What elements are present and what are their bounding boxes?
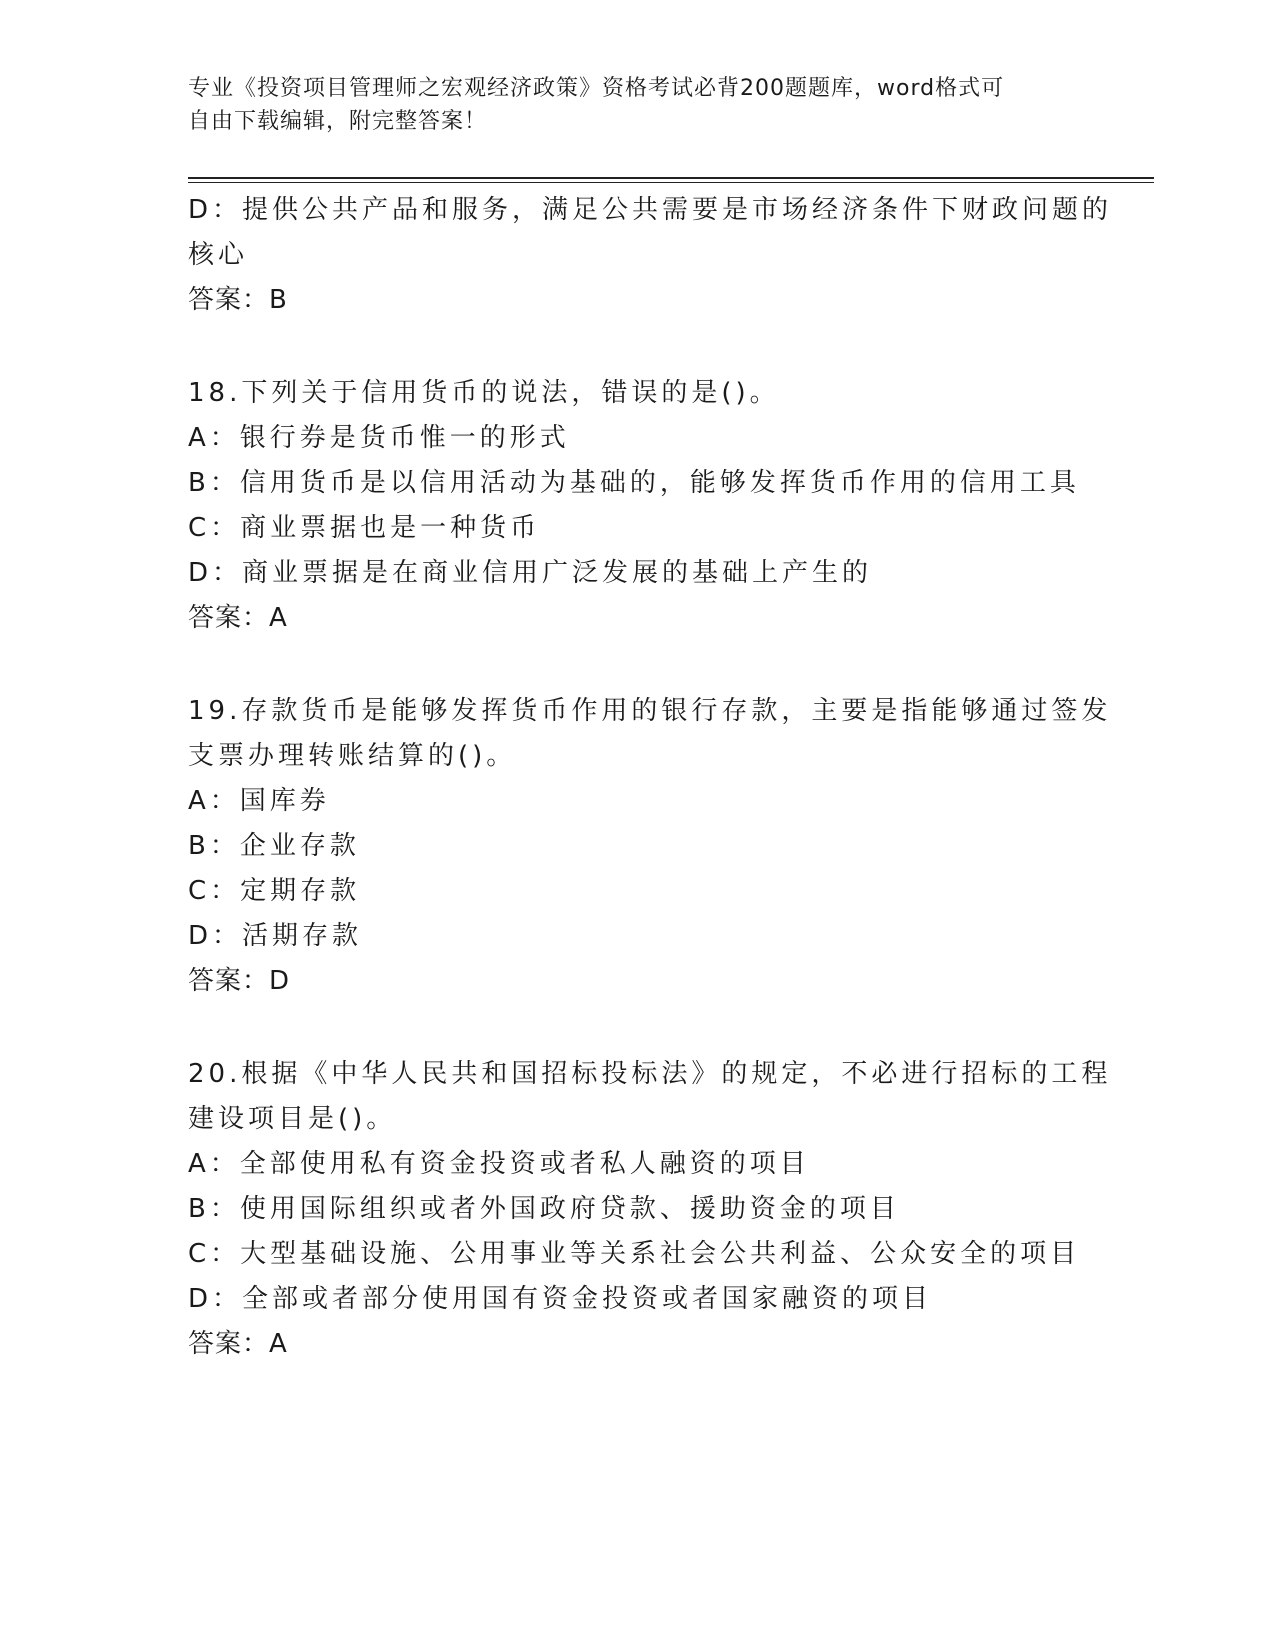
option-d-continued: 核心	[188, 240, 249, 270]
option-d: D：活期存款	[188, 921, 363, 951]
question-stem: 19.存款货币是能够发挥货币作用的银行存款，主要是指能够通过签发	[188, 696, 1112, 726]
answer: 答案：A	[188, 1329, 288, 1359]
answer: 答案：D	[188, 966, 291, 996]
option-d: D：商业票据是在商业信用广泛发展的基础上产生的	[188, 558, 873, 588]
spacer	[188, 323, 1088, 371]
question-17	[188, 188, 1113, 323]
option-d: D：提供公共产品和服务，满足公共需要是市场经济条件下财政问题的	[188, 195, 1113, 225]
question-list	[188, 188, 1113, 1367]
option-d: D：全部或者部分使用国有资金投资或者国家融资的项目	[188, 1284, 933, 1314]
option-c: C：定期存款	[188, 876, 361, 906]
spacer	[188, 1004, 1088, 1052]
header-line-1: 专业《投资项目管理师之宏观经济政策》资格考试必背200题题库，word格式可	[188, 76, 1005, 101]
option-b: B：信用货币是以信用活动为基础的，能够发挥货币作用的信用工具	[188, 468, 1080, 498]
spacer	[188, 641, 1088, 689]
question-stem: 18.下列关于信用货币的说法，错误的是()。	[188, 378, 780, 408]
header-line-2: 自由下载编辑，附完整答案！	[188, 109, 488, 134]
option-c: C：大型基础设施、公用事业等关系社会公共利益、公众安全的项目	[188, 1239, 1081, 1269]
question-stem-continued: 建设项目是()。	[188, 1104, 397, 1134]
answer: 答案：B	[188, 285, 288, 315]
option-b: B：企业存款	[188, 831, 360, 861]
answer: 答案：A	[188, 603, 288, 633]
question-stem: 20.根据《中华人民共和国招标投标法》的规定，不必进行招标的工程	[188, 1059, 1112, 1089]
option-b: B：使用国际组织或者外国政府贷款、援助资金的项目	[188, 1194, 900, 1224]
question-20	[188, 1052, 1112, 1367]
option-a: A：全部使用私有资金投资或者私人融资的项目	[188, 1149, 810, 1179]
option-a: A：国库券	[188, 786, 330, 816]
question-18	[188, 371, 1088, 641]
header-rule-thick	[188, 177, 1154, 179]
header-rule-thin	[188, 182, 1154, 183]
question-19	[188, 689, 1112, 1004]
page-header	[188, 72, 1068, 138]
option-c: C：商业票据也是一种货币	[188, 513, 541, 543]
option-a: A：银行券是货币惟一的形式	[188, 423, 570, 453]
question-stem-continued: 支票办理转账结算的()。	[188, 741, 517, 771]
